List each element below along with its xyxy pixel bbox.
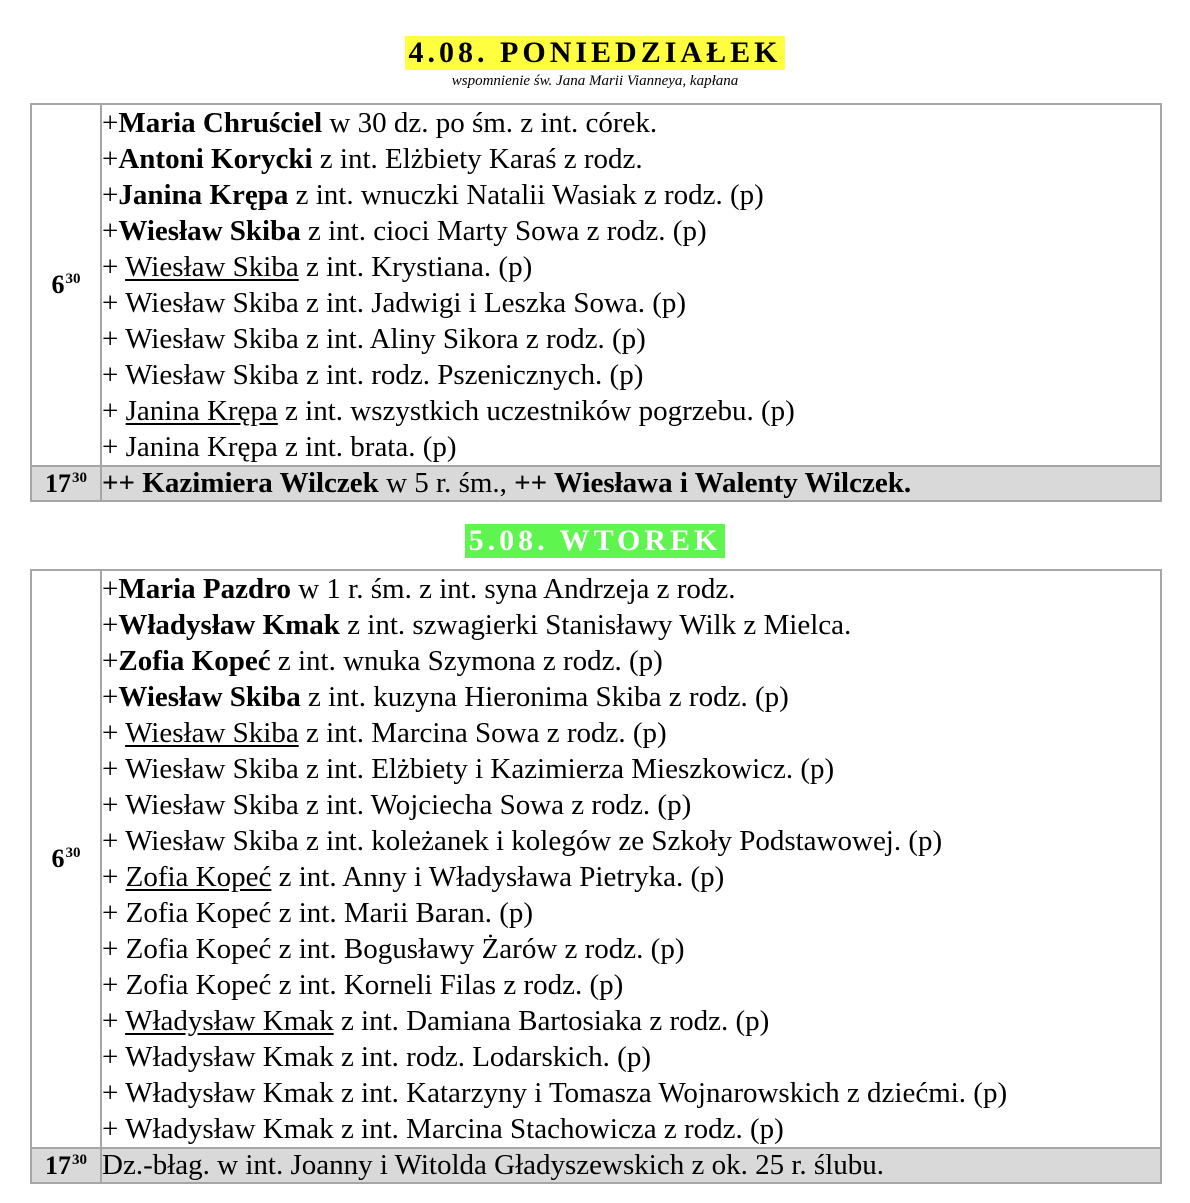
mass-time-hour: 17 [45, 1150, 71, 1180]
mass-time-minutes: 30 [65, 845, 81, 861]
deceased-name: Władysław Kmak [125, 1113, 334, 1145]
cross-marker: + [102, 1041, 126, 1073]
intention-line [102, 967, 1160, 1003]
deceased-name: Janina Krępa [125, 431, 278, 463]
intention-text: z int. rodz. Pszenicznych. (p) [298, 359, 644, 391]
intention-text: z int. Elżbiety i Kazimierza Mieszkowicz. (p) [298, 753, 835, 785]
deceased-name: Wiesław Skiba [125, 717, 299, 749]
intention-text: Dz.-błag. w int. Joanny i Witolda Gładyszewskich z ok. 25 r. ślubu. [102, 1149, 884, 1181]
day-subtitle: wspomnienie św. Jana Marii Vianneya, kapłana [451, 73, 739, 89]
cross-marker: + [102, 215, 119, 247]
intention-line [102, 715, 1160, 751]
cross-marker: + [102, 1005, 126, 1037]
cross-marker: + [102, 609, 119, 641]
intention-text: z int. wnuka Szymona z rodz. (p) [270, 645, 663, 677]
intention-text: z int. Aliny Sikora z rodz. (p) [298, 323, 646, 355]
intention-line [102, 249, 1160, 285]
deceased-name: Wiesław Skiba [118, 681, 301, 713]
cross-marker: + [102, 143, 119, 175]
cross-marker: + [102, 933, 126, 965]
intention-line [102, 859, 1160, 895]
cross-marker: + [102, 251, 126, 283]
deceased-name: Antoni Korycki [118, 143, 313, 175]
intention-text: z int. Korneli Filas z rodz. (p) [271, 969, 624, 1001]
intention-text: z int. rodz. Lodarskich. (p) [333, 1041, 651, 1073]
mass-table-body [31, 570, 1161, 1183]
intention-line [102, 321, 1160, 357]
cross-marker: + [102, 969, 126, 1001]
intention-line [102, 751, 1160, 787]
intention-line [102, 679, 1160, 715]
cross-marker: + [102, 753, 126, 785]
intention-line [102, 357, 1160, 393]
cross-marker: + [102, 1077, 126, 1109]
deceased-name: Zofia Kopeć [125, 897, 272, 929]
cross-marker: + [102, 717, 126, 749]
intention-line [102, 895, 1160, 931]
mass-table [30, 569, 1162, 1184]
intention-text: z int. Katarzyny i Tomasza Wojnarowskich z dziećmi. (p) [333, 1077, 1008, 1109]
intention-line [102, 571, 1160, 607]
mass-time-hour: 6 [51, 844, 65, 873]
deceased-name: Janina Krępa [125, 395, 278, 427]
cross-marker: + [102, 681, 119, 713]
intention-text: z int. szwagierki Stanisławy Wilk z Mielca. [339, 609, 852, 641]
mass-time [31, 466, 101, 501]
deceased-name: Władysław Kmak [125, 1077, 334, 1109]
mass-time [31, 570, 101, 1148]
deceased-name: Władysław Kmak [125, 1041, 334, 1073]
intention-text: z int. Marii Baran. (p) [271, 897, 534, 929]
deceased-name: Zofia Kopeć [118, 645, 271, 677]
intention-text: z int. cioci Marty Sowa z rodz. (p) [300, 215, 707, 247]
mass-time-minutes: 30 [72, 469, 87, 486]
intention-text: z int. wnuczki Natalii Wasiak z rodz. (p) [288, 179, 764, 211]
intention-line [102, 467, 1160, 500]
deceased-name: Janina Krępa [118, 179, 289, 211]
mass-table [30, 103, 1162, 502]
intention-line [102, 787, 1160, 823]
deceased-name: Wiesław Skiba [125, 789, 299, 821]
mass-time-hour: 17 [45, 468, 71, 498]
intention-line [102, 643, 1160, 679]
deceased-name: Wiesław Skiba [125, 359, 299, 391]
intention-line [102, 1149, 1160, 1182]
intention-text: z int. kuzyna Hieronima Skiba z rodz. (p) [300, 681, 789, 713]
cross-marker: + [102, 107, 119, 139]
mass-intentions [101, 466, 1161, 501]
intention-line [102, 285, 1160, 321]
cross-marker: + [102, 287, 126, 319]
intention-text: z int. Krystiana. (p) [298, 251, 533, 283]
intention-text: w 5 r. śm., [378, 467, 515, 499]
deceased-name: Wiesław Skiba [125, 753, 299, 785]
intention-line [102, 1039, 1160, 1075]
mass-table-body [31, 104, 1161, 501]
deceased-name: Maria Pazdro [118, 573, 291, 605]
intention-line [102, 1003, 1160, 1039]
intention-text: z int. Anny i Władysława Pietryka. (p) [271, 861, 725, 893]
cross-marker: + [102, 323, 126, 355]
deceased-name: Wiesław Skiba [125, 323, 299, 355]
deceased-name: Zofia Kopeć [125, 969, 272, 1001]
intention-text: ++ Kazimiera Wilczek [102, 467, 379, 499]
deceased-name: Zofia Kopeć [125, 861, 272, 893]
intention-line [102, 429, 1160, 465]
mass-time-hour: 6 [51, 270, 65, 299]
mass-time-minutes: 30 [65, 271, 81, 287]
cross-marker: + [102, 395, 126, 427]
mass-time-minutes: 30 [72, 1151, 87, 1168]
day-title: 4.08. PONIEDZIAŁEK [405, 36, 786, 70]
intention-line [102, 393, 1160, 429]
mass-intentions [101, 570, 1161, 1148]
intention-text: z int. wszystkich uczestników pogrzebu. (p) [277, 395, 795, 427]
deceased-name: Wiesław Skiba [125, 287, 299, 319]
cross-marker: + [102, 431, 126, 463]
intention-text: z int. Marcina Sowa z rodz. (p) [298, 717, 667, 749]
mass-row [31, 104, 1161, 466]
intention-text: z int. koleżanek i kolegów ze Szkoły Podstawowej. (p) [298, 825, 943, 857]
intention-line [102, 1075, 1160, 1111]
cross-marker: + [102, 179, 119, 211]
intention-line [102, 177, 1160, 213]
deceased-name: Władysław Kmak [118, 609, 340, 641]
intention-line [102, 213, 1160, 249]
deceased-name: Wiesław Skiba [125, 251, 299, 283]
cross-marker: + [102, 861, 126, 893]
cross-marker: + [102, 645, 119, 677]
intention-text: w 30 dz. po śm. z int. córek. [322, 107, 658, 139]
intention-text: z int. Bogusławy Żarów z rodz. (p) [271, 933, 685, 965]
intention-text: ++ Wiesława i Walenty Wilczek. [514, 467, 912, 499]
day-header [0, 524, 1190, 558]
mass-intentions [101, 104, 1161, 466]
deceased-name: Maria Chruściel [118, 107, 323, 139]
intention-text: z int. Elżbiety Karaś z rodz. [312, 143, 643, 175]
cross-marker: + [102, 1113, 126, 1145]
day-title: 5.08. WTOREK [465, 524, 726, 558]
deceased-name: Wiesław Skiba [125, 825, 299, 857]
intention-line [102, 1111, 1160, 1147]
mass-row [31, 1148, 1161, 1183]
intention-text: z int. brata. (p) [277, 431, 457, 463]
intention-text: z int. Wojciecha Sowa z rodz. (p) [298, 789, 692, 821]
intention-line [102, 931, 1160, 967]
cross-marker: + [102, 789, 126, 821]
intention-line [102, 141, 1160, 177]
cross-marker: + [102, 825, 126, 857]
mass-intentions [101, 1148, 1161, 1183]
mass-time [31, 104, 101, 466]
cross-marker: + [102, 359, 126, 391]
mass-row [31, 466, 1161, 501]
mass-time [31, 1148, 101, 1183]
cross-marker: + [102, 897, 126, 929]
deceased-name: Władysław Kmak [125, 1005, 334, 1037]
mass-row [31, 570, 1161, 1148]
intention-text: w 1 r. śm. z int. syna Andrzeja z rodz. [290, 573, 736, 605]
deceased-name: Wiesław Skiba [118, 215, 301, 247]
deceased-name: Zofia Kopeć [125, 933, 272, 965]
cross-marker: + [102, 573, 119, 605]
day-header [0, 36, 1190, 90]
intention-line [102, 607, 1160, 643]
intention-text: z int. Jadwigi i Leszka Sowa. (p) [298, 287, 687, 319]
intention-text: z int. Damiana Bartosiaka z rodz. (p) [333, 1005, 770, 1037]
intention-text: z int. Marcina Stachowicza z rodz. (p) [333, 1113, 784, 1145]
intention-line [102, 105, 1160, 141]
intention-line [102, 823, 1160, 859]
